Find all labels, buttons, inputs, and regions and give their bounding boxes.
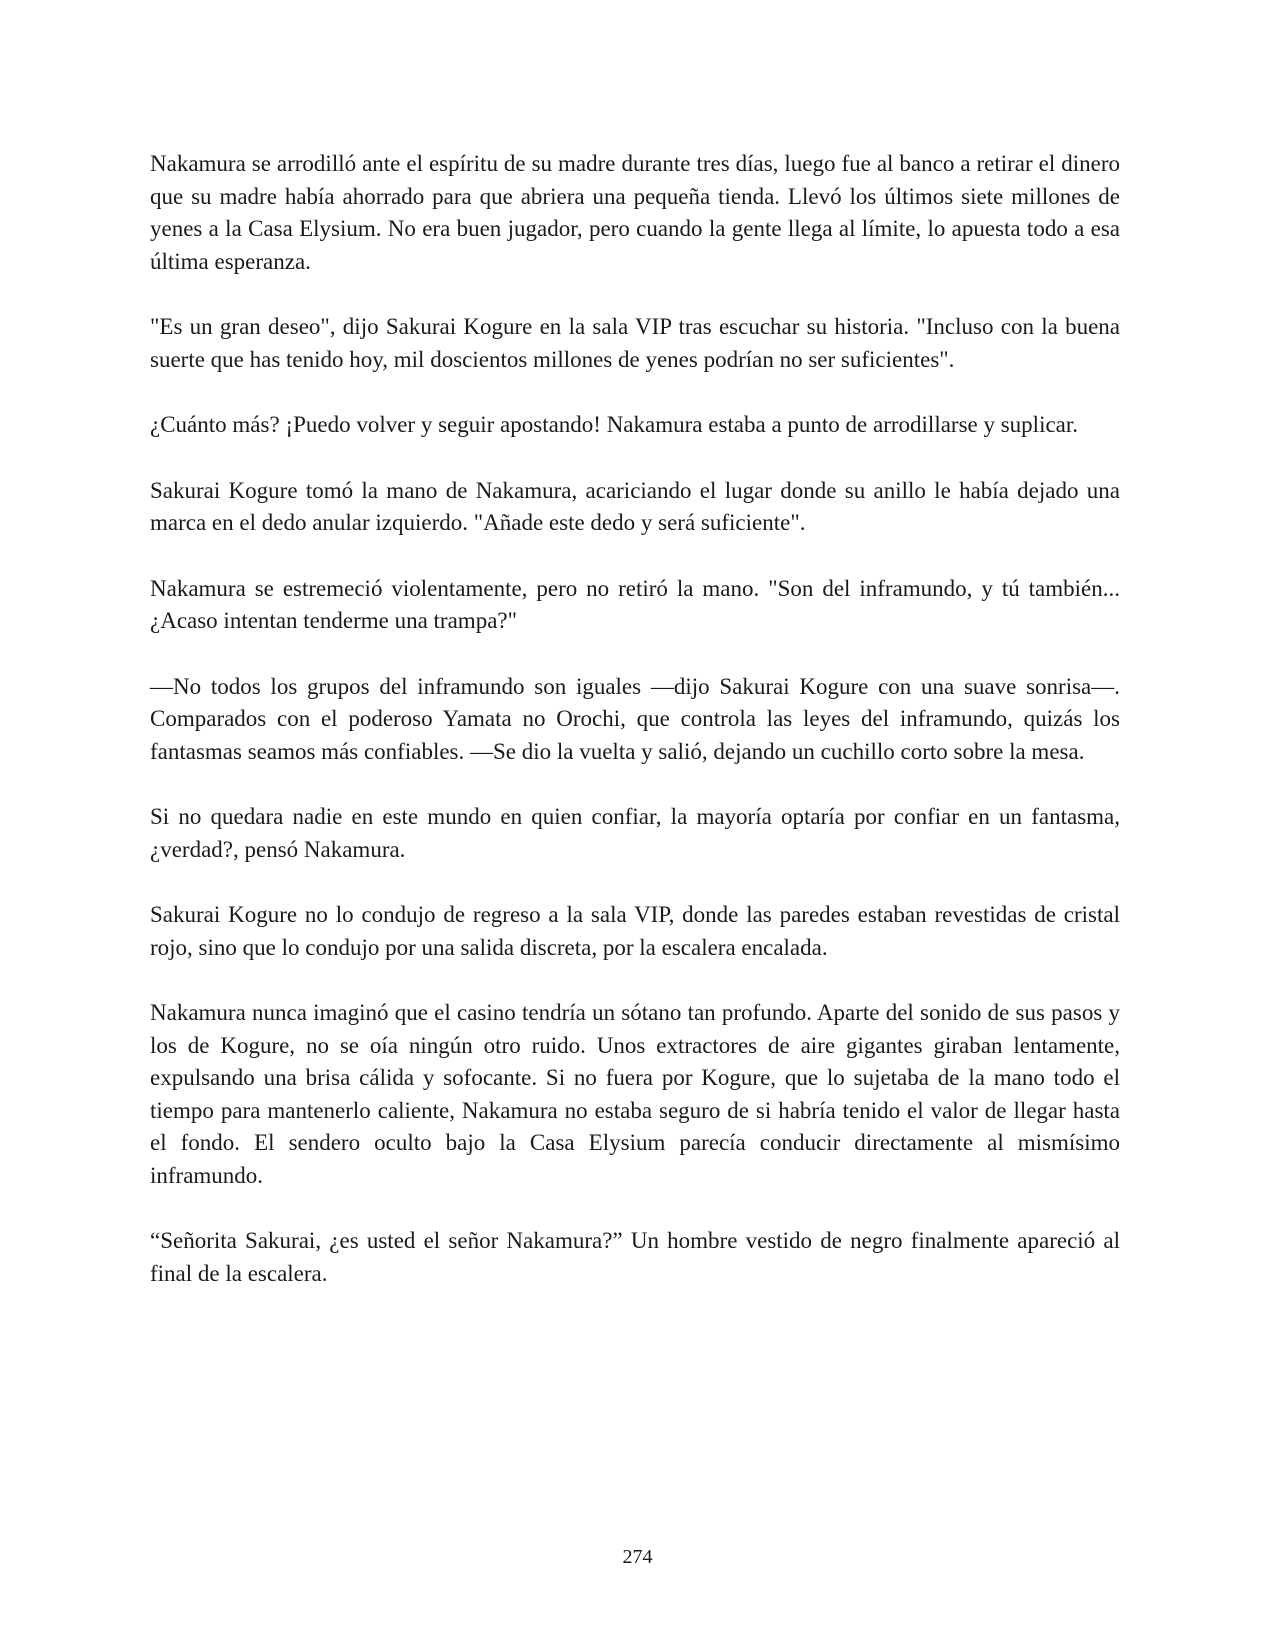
paragraph-6: —No todos los grupos del inframundo son iguales —dijo Sakurai Kogure con una suave sonrisa—. Comparados con el poderoso Yamata no Orochi, que controla las leyes del inframundo, quizás los fantasmas seamos más confiables. —Se dio la vuelta y salió, dejando un cuchillo corto sobre la mesa. <box>150 673 1120 764</box>
paragraph-8: Sakurai Kogure no lo condujo de regreso a la sala VIP, donde las paredes estaban revestidas de cristal rojo, sino que lo condujo por una salida discreta, por la escalera encalada. <box>150 902 1120 960</box>
paragraph-1: Nakamura se arrodilló ante el espíritu de su madre durante tres días, luego fue al banco a retirar el dinero que su madre había ahorrado para que abriera una pequeña tienda. Llevó los últimos siete millones de yenes a la Casa Elysium. No era buen jugador, pero cuando la gente llega al límite, lo apuesta todo a esa última esperanza. <box>150 151 1120 274</box>
paragraph-3: ¿Cuánto más? ¡Puedo volver y seguir apostando! Nakamura estaba a punto de arrodillarse y suplicar. <box>150 412 1079 437</box>
page-number: 274 <box>622 1546 653 1568</box>
paragraph-7: Si no quedara nadie en este mundo en quien confiar, la mayoría optaría por confiar en un fantasma, ¿verdad?, pensó Nakamura. <box>150 804 1120 862</box>
paragraph-9: Nakamura nunca imaginó que el casino tendría un sótano tan profundo. Aparte del sonido de sus pasos y los de Kogure, no se oía ningún otro ruido. Unos extractores de aire gigantes giraban lentamente, expulsando una brisa cálida y sofocante. Si no fuera por Kogure, que lo sujetaba de la mano todo el tiempo para mantenerlo caliente, Nakamura no estaba seguro de si habría tenido el valor de llegar hasta el fondo. El sendero oculto bajo la Casa Elysium parecía conducir directamente al mismísimo inframundo. <box>150 1000 1120 1188</box>
paragraph-10: “Señorita Sakurai, ¿es usted el señor Nakamura?” Un hombre vestido de negro finalmente apareció al final de la escalera. <box>150 1228 1120 1286</box>
paragraph-5: Nakamura se estremeció violentamente, pero no retiró la mano. "Son del inframundo, y tú también... ¿Acaso intentan tenderme una trampa?" <box>150 575 1120 633</box>
paragraph-2: "Es un gran deseo", dijo Sakurai Kogure en la sala VIP tras escuchar su historia. "Incluso con la buena suerte que has tenido hoy, mil doscientos millones de yenes podrían no ser suficientes". <box>150 314 1120 372</box>
paragraph-4: Sakurai Kogure tomó la mano de Nakamura, acariciando el lugar donde su anillo le había dejado una marca en el dedo anular izquierdo. "Añade este dedo y será suficiente". <box>150 477 1120 535</box>
body-text <box>150 148 1120 1323</box>
